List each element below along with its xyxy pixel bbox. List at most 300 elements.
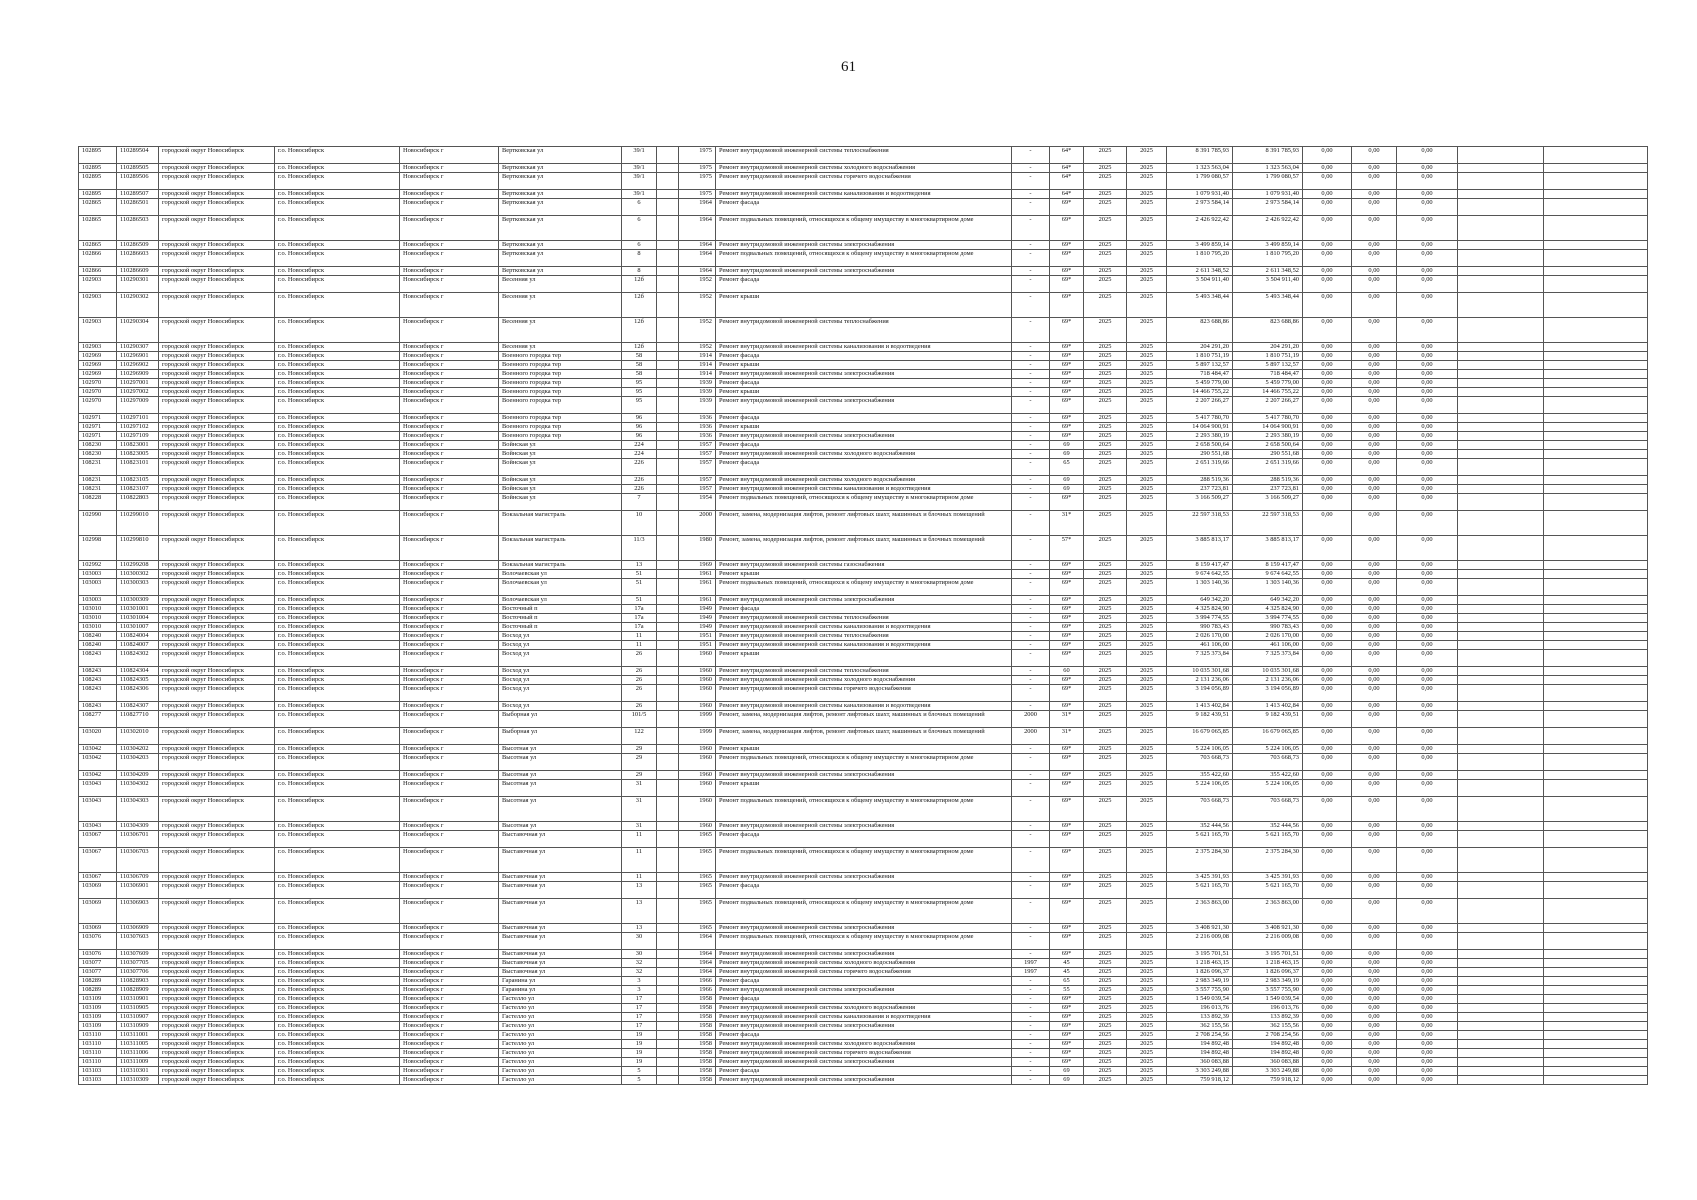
table-row — [79, 1040, 1648, 1049]
building-cell — [657, 986, 679, 995]
municipality-cell: г.о. Новосибирск — [275, 485, 400, 494]
municipality-cell: г.о. Новосибирск — [275, 276, 400, 293]
extra-1-cell — [1458, 511, 1544, 536]
municipal-district-cell: городской округ Новосибирск — [159, 147, 275, 164]
street-cell: Гастелло ул — [499, 1049, 622, 1058]
street-cell: Вокзальная магистраль — [499, 536, 622, 561]
locality-cell: Новосибирск г — [400, 1031, 499, 1040]
total-cost-cell: 2 131 236,06 — [1167, 676, 1233, 685]
house-number-cell: 58 — [622, 352, 657, 361]
plan-year-end-cell: 2025 — [1127, 441, 1167, 450]
total-cost-cell: 9 674 642,55 — [1167, 570, 1233, 579]
last-repair-year-cell: - — [1012, 164, 1050, 173]
table-row — [79, 771, 1648, 780]
fund-cost-cell: 1 810 751,19 — [1233, 352, 1303, 361]
house-number-cell: 32 — [622, 968, 657, 977]
house-id-cell: 102866 — [79, 267, 117, 276]
total-cost-cell: 14 466 755,22 — [1167, 388, 1233, 397]
plan-year-end-cell: 2025 — [1127, 361, 1167, 370]
plan-year-start-cell: 2025 — [1084, 1022, 1127, 1031]
plan-year-start-cell: 2025 — [1084, 950, 1127, 959]
municipal-district-cell: городской округ Новосибирск — [159, 318, 275, 343]
wear-percent-cell: 69 — [1050, 1076, 1084, 1085]
house-number-cell: 11 — [622, 831, 657, 848]
extra-2-cell — [1544, 147, 1648, 164]
extra-2-cell — [1544, 754, 1648, 771]
locality-cell: Новосибирск г — [400, 873, 499, 882]
budget-regional-cell: 0,00 — [1352, 190, 1397, 199]
table-row — [79, 485, 1648, 494]
municipality-cell: г.о. Новосибирск — [275, 432, 400, 441]
house-id-cell: 103110 — [79, 1031, 117, 1040]
total-cost-cell: 9 182 439,51 — [1167, 711, 1233, 728]
fund-cost-cell: 9 182 439,51 — [1233, 711, 1303, 728]
house-number-cell: 19 — [622, 1058, 657, 1067]
house-number-cell: 13 — [622, 882, 657, 899]
house-number-cell: 96 — [622, 414, 657, 423]
extra-1-cell — [1458, 485, 1544, 494]
building-cell — [657, 641, 679, 650]
total-cost-cell: 7 325 373,84 — [1167, 650, 1233, 667]
budget-regional-cell: 0,00 — [1352, 831, 1397, 848]
total-cost-cell: 1 810 795,20 — [1167, 250, 1233, 267]
budget-local-cell: 0,00 — [1397, 995, 1458, 1004]
budget-regional-cell: 0,00 — [1352, 1022, 1397, 1031]
budget-federal-cell: 0,00 — [1303, 1058, 1352, 1067]
extra-1-cell — [1458, 848, 1544, 873]
budget-federal-cell: 0,00 — [1303, 511, 1352, 536]
wear-percent-cell: 69* — [1050, 702, 1084, 711]
last-repair-year-cell: - — [1012, 1004, 1050, 1013]
building-cell — [657, 614, 679, 623]
locality-cell: Новосибирск г — [400, 780, 499, 797]
total-cost-cell: 759 918,12 — [1167, 1076, 1233, 1085]
locality-cell: Новосибирск г — [400, 352, 499, 361]
budget-local-cell: 0,00 — [1397, 899, 1458, 924]
extra-2-cell — [1544, 441, 1648, 450]
house-number-cell: 30 — [622, 933, 657, 950]
house-number-cell: 31 — [622, 780, 657, 797]
street-cell: Вертковская ул — [499, 173, 622, 190]
building-cell — [657, 745, 679, 754]
budget-local-cell: 0,00 — [1397, 459, 1458, 476]
work-id-cell: 110823101 — [117, 459, 159, 476]
budget-regional-cell: 0,00 — [1352, 370, 1397, 379]
plan-year-start-cell: 2025 — [1084, 361, 1127, 370]
budget-federal-cell: 0,00 — [1303, 650, 1352, 667]
budget-federal-cell: 0,00 — [1303, 343, 1352, 352]
street-cell: Войнская ул — [499, 459, 622, 476]
year-built-cell: 1957 — [679, 450, 716, 459]
plan-year-end-cell: 2025 — [1127, 450, 1167, 459]
work-id-cell: 110296909 — [117, 370, 159, 379]
locality-cell: Новосибирск г — [400, 476, 499, 485]
extra-1-cell — [1458, 570, 1544, 579]
wear-percent-cell: 69* — [1050, 614, 1084, 623]
fund-cost-cell: 16 679 065,85 — [1233, 728, 1303, 745]
total-cost-cell: 2 026 170,00 — [1167, 632, 1233, 641]
extra-2-cell — [1544, 882, 1648, 899]
locality-cell: Новосибирск г — [400, 1004, 499, 1013]
house-number-cell: 19 — [622, 1031, 657, 1040]
locality-cell: Новосибирск г — [400, 614, 499, 623]
building-cell — [657, 352, 679, 361]
extra-1-cell — [1458, 711, 1544, 728]
extra-1-cell — [1458, 899, 1544, 924]
budget-regional-cell: 0,00 — [1352, 343, 1397, 352]
wear-percent-cell: 69* — [1050, 1040, 1084, 1049]
plan-year-end-cell: 2025 — [1127, 164, 1167, 173]
extra-1-cell — [1458, 831, 1544, 848]
plan-year-start-cell: 2025 — [1084, 959, 1127, 968]
locality-cell: Новосибирск г — [400, 623, 499, 632]
extra-1-cell — [1458, 968, 1544, 977]
last-repair-year-cell: - — [1012, 933, 1050, 950]
street-cell: Весенняя ул — [499, 343, 622, 352]
budget-federal-cell: 0,00 — [1303, 267, 1352, 276]
budget-federal-cell: 0,00 — [1303, 986, 1352, 995]
extra-2-cell — [1544, 685, 1648, 702]
year-built-cell: 1957 — [679, 459, 716, 476]
wear-percent-cell: 69* — [1050, 641, 1084, 650]
work-type-cell: Ремонт фасада — [716, 441, 1012, 450]
last-repair-year-cell: - — [1012, 685, 1050, 702]
total-cost-cell: 352 444,56 — [1167, 822, 1233, 831]
municipality-cell: г.о. Новосибирск — [275, 754, 400, 771]
work-id-cell: 110304203 — [117, 754, 159, 771]
budget-federal-cell: 0,00 — [1303, 780, 1352, 797]
extra-1-cell — [1458, 950, 1544, 959]
table-row — [79, 379, 1648, 388]
year-built-cell: 1936 — [679, 432, 716, 441]
house-number-cell: 17а — [622, 605, 657, 614]
house-id-cell: 103043 — [79, 797, 117, 822]
house-number-cell: 17а — [622, 623, 657, 632]
plan-year-end-cell: 2025 — [1127, 250, 1167, 267]
budget-local-cell: 0,00 — [1397, 352, 1458, 361]
work-type-cell: Ремонт внутридомовой инженерной системы горячего водоснабжения — [716, 173, 1012, 190]
year-built-cell: 1949 — [679, 623, 716, 632]
street-cell: Гастелло ул — [499, 1058, 622, 1067]
municipal-district-cell: городской округ Новосибирск — [159, 848, 275, 873]
extra-1-cell — [1458, 1058, 1544, 1067]
extra-1-cell — [1458, 641, 1544, 650]
fund-cost-cell: 360 083,88 — [1233, 1058, 1303, 1067]
work-type-cell: Ремонт подвальных помещений, относящихся к общему имуществу в многоквартирном доме — [716, 216, 1012, 241]
year-built-cell: 1975 — [679, 190, 716, 199]
plan-year-start-cell: 2025 — [1084, 1058, 1127, 1067]
total-cost-cell: 649 342,20 — [1167, 596, 1233, 605]
building-cell — [657, 780, 679, 797]
building-cell — [657, 397, 679, 414]
table-row — [79, 632, 1648, 641]
extra-2-cell — [1544, 614, 1648, 623]
year-built-cell: 1939 — [679, 397, 716, 414]
house-id-cell: 103067 — [79, 831, 117, 848]
total-cost-cell: 3 303 249,88 — [1167, 1067, 1233, 1076]
extra-1-cell — [1458, 977, 1544, 986]
total-cost-cell: 4 325 824,90 — [1167, 605, 1233, 614]
total-cost-cell: 5 417 780,70 — [1167, 414, 1233, 423]
municipality-cell: г.о. Новосибирск — [275, 1058, 400, 1067]
plan-year-end-cell: 2025 — [1127, 414, 1167, 423]
locality-cell: Новосибирск г — [400, 388, 499, 397]
year-built-cell: 1969 — [679, 561, 716, 570]
year-built-cell: 1964 — [679, 968, 716, 977]
extra-2-cell — [1544, 561, 1648, 570]
budget-local-cell: 0,00 — [1397, 199, 1458, 216]
house-id-cell: 102903 — [79, 293, 117, 318]
municipality-cell: г.о. Новосибирск — [275, 164, 400, 173]
last-repair-year-cell: - — [1012, 667, 1050, 676]
budget-regional-cell: 0,00 — [1352, 476, 1397, 485]
work-id-cell: 110304302 — [117, 780, 159, 797]
work-id-cell: 110299208 — [117, 561, 159, 570]
building-cell — [657, 702, 679, 711]
municipal-district-cell: городской округ Новосибирск — [159, 370, 275, 379]
work-type-cell: Ремонт внутридомовой инженерной системы канализования и водоотведения — [716, 343, 1012, 352]
building-cell — [657, 494, 679, 511]
building-cell — [657, 199, 679, 216]
municipal-district-cell: городской округ Новосибирск — [159, 441, 275, 450]
plan-year-start-cell: 2025 — [1084, 459, 1127, 476]
locality-cell: Новосибирск г — [400, 432, 499, 441]
budget-local-cell: 0,00 — [1397, 667, 1458, 676]
plan-year-start-cell: 2025 — [1084, 476, 1127, 485]
last-repair-year-cell: - — [1012, 676, 1050, 685]
extra-1-cell — [1458, 459, 1544, 476]
budget-federal-cell: 0,00 — [1303, 579, 1352, 596]
extra-2-cell — [1544, 676, 1648, 685]
budget-regional-cell: 0,00 — [1352, 924, 1397, 933]
extra-1-cell — [1458, 397, 1544, 414]
table-row — [79, 441, 1648, 450]
work-type-cell: Ремонт подвальных помещений, относящихся к общему имуществу в многоквартирном доме — [716, 933, 1012, 950]
extra-1-cell — [1458, 780, 1544, 797]
budget-federal-cell: 0,00 — [1303, 641, 1352, 650]
budget-federal-cell: 0,00 — [1303, 199, 1352, 216]
work-id-cell: 110297101 — [117, 414, 159, 423]
plan-year-start-cell: 2025 — [1084, 1049, 1127, 1058]
house-id-cell: 103069 — [79, 899, 117, 924]
plan-year-end-cell: 2025 — [1127, 343, 1167, 352]
total-cost-cell: 196 013,76 — [1167, 1004, 1233, 1013]
extra-2-cell — [1544, 459, 1648, 476]
total-cost-cell: 14 064 900,91 — [1167, 423, 1233, 432]
budget-federal-cell: 0,00 — [1303, 147, 1352, 164]
work-id-cell: 110822803 — [117, 494, 159, 511]
plan-year-start-cell: 2025 — [1084, 641, 1127, 650]
extra-2-cell — [1544, 605, 1648, 614]
house-id-cell: 102895 — [79, 164, 117, 173]
budget-regional-cell: 0,00 — [1352, 641, 1397, 650]
total-cost-cell: 2 375 284,30 — [1167, 848, 1233, 873]
house-id-cell: 103043 — [79, 780, 117, 797]
plan-year-end-cell: 2025 — [1127, 199, 1167, 216]
fund-cost-cell: 703 668,73 — [1233, 797, 1303, 822]
budget-local-cell: 0,00 — [1397, 873, 1458, 882]
total-cost-cell: 823 688,86 — [1167, 318, 1233, 343]
house-number-cell: 39/1 — [622, 164, 657, 173]
year-built-cell: 1999 — [679, 711, 716, 728]
municipality-cell: г.о. Новосибирск — [275, 596, 400, 605]
extra-1-cell — [1458, 241, 1544, 250]
work-type-cell: Ремонт крыши — [716, 650, 1012, 667]
building-cell — [657, 1031, 679, 1040]
plan-year-start-cell: 2025 — [1084, 1013, 1127, 1022]
work-id-cell: 110300309 — [117, 596, 159, 605]
plan-year-end-cell: 2025 — [1127, 561, 1167, 570]
fund-cost-cell: 352 444,56 — [1233, 822, 1303, 831]
budget-local-cell: 0,00 — [1397, 1004, 1458, 1013]
table-row — [79, 459, 1648, 476]
year-built-cell: 1964 — [679, 199, 716, 216]
work-id-cell: 110310309 — [117, 1076, 159, 1085]
street-cell: Восточный п — [499, 605, 622, 614]
locality-cell: Новосибирск г — [400, 414, 499, 423]
street-cell: Волочаевская ул — [499, 596, 622, 605]
year-built-cell: 1960 — [679, 676, 716, 685]
building-cell — [657, 1004, 679, 1013]
street-cell: Военного городка тер — [499, 352, 622, 361]
wear-percent-cell: 65 — [1050, 977, 1084, 986]
wear-percent-cell: 64* — [1050, 164, 1084, 173]
plan-year-start-cell: 2025 — [1084, 822, 1127, 831]
budget-regional-cell: 0,00 — [1352, 950, 1397, 959]
total-cost-cell: 3 408 921,30 — [1167, 924, 1233, 933]
year-built-cell: 1957 — [679, 441, 716, 450]
street-cell: Вертковская ул — [499, 147, 622, 164]
budget-federal-cell: 0,00 — [1303, 685, 1352, 702]
budget-federal-cell: 0,00 — [1303, 924, 1352, 933]
total-cost-cell: 2 426 922,42 — [1167, 216, 1233, 241]
locality-cell: Новосибирск г — [400, 685, 499, 702]
extra-2-cell — [1544, 1049, 1648, 1058]
budget-regional-cell: 0,00 — [1352, 797, 1397, 822]
house-number-cell: 26 — [622, 667, 657, 676]
work-type-cell: Ремонт внутридомовой инженерной системы холодного водоснабжения — [716, 164, 1012, 173]
extra-2-cell — [1544, 164, 1648, 173]
total-cost-cell: 990 783,43 — [1167, 623, 1233, 632]
plan-year-start-cell: 2025 — [1084, 797, 1127, 822]
municipal-district-cell: городской округ Новосибирск — [159, 199, 275, 216]
table-row — [79, 702, 1648, 711]
last-repair-year-cell: - — [1012, 822, 1050, 831]
wear-percent-cell: 69* — [1050, 605, 1084, 614]
municipal-district-cell: городской округ Новосибирск — [159, 216, 275, 241]
table-row — [79, 199, 1648, 216]
table-row — [79, 623, 1648, 632]
table-row — [79, 579, 1648, 596]
budget-federal-cell: 0,00 — [1303, 561, 1352, 570]
fund-cost-cell: 194 892,48 — [1233, 1040, 1303, 1049]
municipal-district-cell: городской округ Новосибирск — [159, 822, 275, 831]
total-cost-cell: 8 391 785,93 — [1167, 147, 1233, 164]
building-cell — [657, 959, 679, 968]
municipal-district-cell: городской округ Новосибирск — [159, 1049, 275, 1058]
year-built-cell: 1960 — [679, 797, 716, 822]
budget-federal-cell: 0,00 — [1303, 1076, 1352, 1085]
municipality-cell: г.о. Новосибирск — [275, 977, 400, 986]
wear-percent-cell: 69* — [1050, 596, 1084, 605]
year-built-cell: 1965 — [679, 882, 716, 899]
locality-cell: Новосибирск г — [400, 882, 499, 899]
wear-percent-cell: 69* — [1050, 423, 1084, 432]
locality-cell: Новосибирск г — [400, 933, 499, 950]
year-built-cell: 1957 — [679, 476, 716, 485]
last-repair-year-cell: - — [1012, 370, 1050, 379]
total-cost-cell: 1 218 463,15 — [1167, 959, 1233, 968]
wear-percent-cell: 69* — [1050, 276, 1084, 293]
plan-year-start-cell: 2025 — [1084, 511, 1127, 536]
extra-1-cell — [1458, 536, 1544, 561]
work-type-cell: Ремонт внутридомовой инженерной системы канализования и водоотведения — [716, 641, 1012, 650]
extra-1-cell — [1458, 441, 1544, 450]
work-type-cell: Ремонт, замена, модернизация лифтов, ремонт лифтовых шахт, машинных и блочных помещений — [716, 536, 1012, 561]
budget-federal-cell: 0,00 — [1303, 423, 1352, 432]
total-cost-cell: 5 224 106,05 — [1167, 780, 1233, 797]
municipality-cell: г.о. Новосибирск — [275, 899, 400, 924]
work-type-cell: Ремонт внутридомовой инженерной системы холодного водоснабжения — [716, 959, 1012, 968]
table-row — [79, 685, 1648, 702]
locality-cell: Новосибирск г — [400, 267, 499, 276]
plan-year-end-cell: 2025 — [1127, 352, 1167, 361]
table-row — [79, 1031, 1648, 1040]
building-cell — [657, 831, 679, 848]
table-row — [79, 933, 1648, 950]
budget-local-cell: 0,00 — [1397, 641, 1458, 650]
street-cell: Гастелло ул — [499, 1067, 622, 1076]
work-type-cell: Ремонт крыши — [716, 293, 1012, 318]
year-built-cell: 1960 — [679, 780, 716, 797]
street-cell: Выставочная ул — [499, 848, 622, 873]
work-type-cell: Ремонт внутридомовой инженерной системы электроснабжения — [716, 950, 1012, 959]
building-cell — [657, 536, 679, 561]
work-id-cell: 110310905 — [117, 1004, 159, 1013]
fund-cost-cell: 1 218 463,15 — [1233, 959, 1303, 968]
budget-regional-cell: 0,00 — [1352, 450, 1397, 459]
street-cell: Восход ул — [499, 641, 622, 650]
extra-2-cell — [1544, 623, 1648, 632]
fund-cost-cell: 1 303 140,36 — [1233, 579, 1303, 596]
budget-local-cell: 0,00 — [1397, 343, 1458, 352]
extra-2-cell — [1544, 190, 1648, 199]
municipal-district-cell: городской округ Новосибирск — [159, 745, 275, 754]
wear-percent-cell: 69* — [1050, 250, 1084, 267]
locality-cell: Новосибирск г — [400, 293, 499, 318]
street-cell: Восход ул — [499, 676, 622, 685]
table-row — [79, 1049, 1648, 1058]
building-cell — [657, 882, 679, 899]
budget-regional-cell: 0,00 — [1352, 361, 1397, 370]
municipality-cell: г.о. Новосибирск — [275, 173, 400, 190]
work-id-cell: 110304303 — [117, 797, 159, 822]
extra-2-cell — [1544, 414, 1648, 423]
last-repair-year-cell: 2000 — [1012, 711, 1050, 728]
budget-regional-cell: 0,00 — [1352, 318, 1397, 343]
extra-2-cell — [1544, 1076, 1648, 1085]
municipal-district-cell: городской округ Новосибирск — [159, 728, 275, 745]
year-built-cell: 1951 — [679, 641, 716, 650]
work-id-cell: 110302010 — [117, 728, 159, 745]
budget-local-cell: 0,00 — [1397, 676, 1458, 685]
fund-cost-cell: 2 216 009,08 — [1233, 933, 1303, 950]
table-row — [79, 476, 1648, 485]
fund-cost-cell: 3 885 813,17 — [1233, 536, 1303, 561]
extra-1-cell — [1458, 579, 1544, 596]
work-type-cell: Ремонт фасада — [716, 276, 1012, 293]
work-id-cell: 110286509 — [117, 241, 159, 250]
